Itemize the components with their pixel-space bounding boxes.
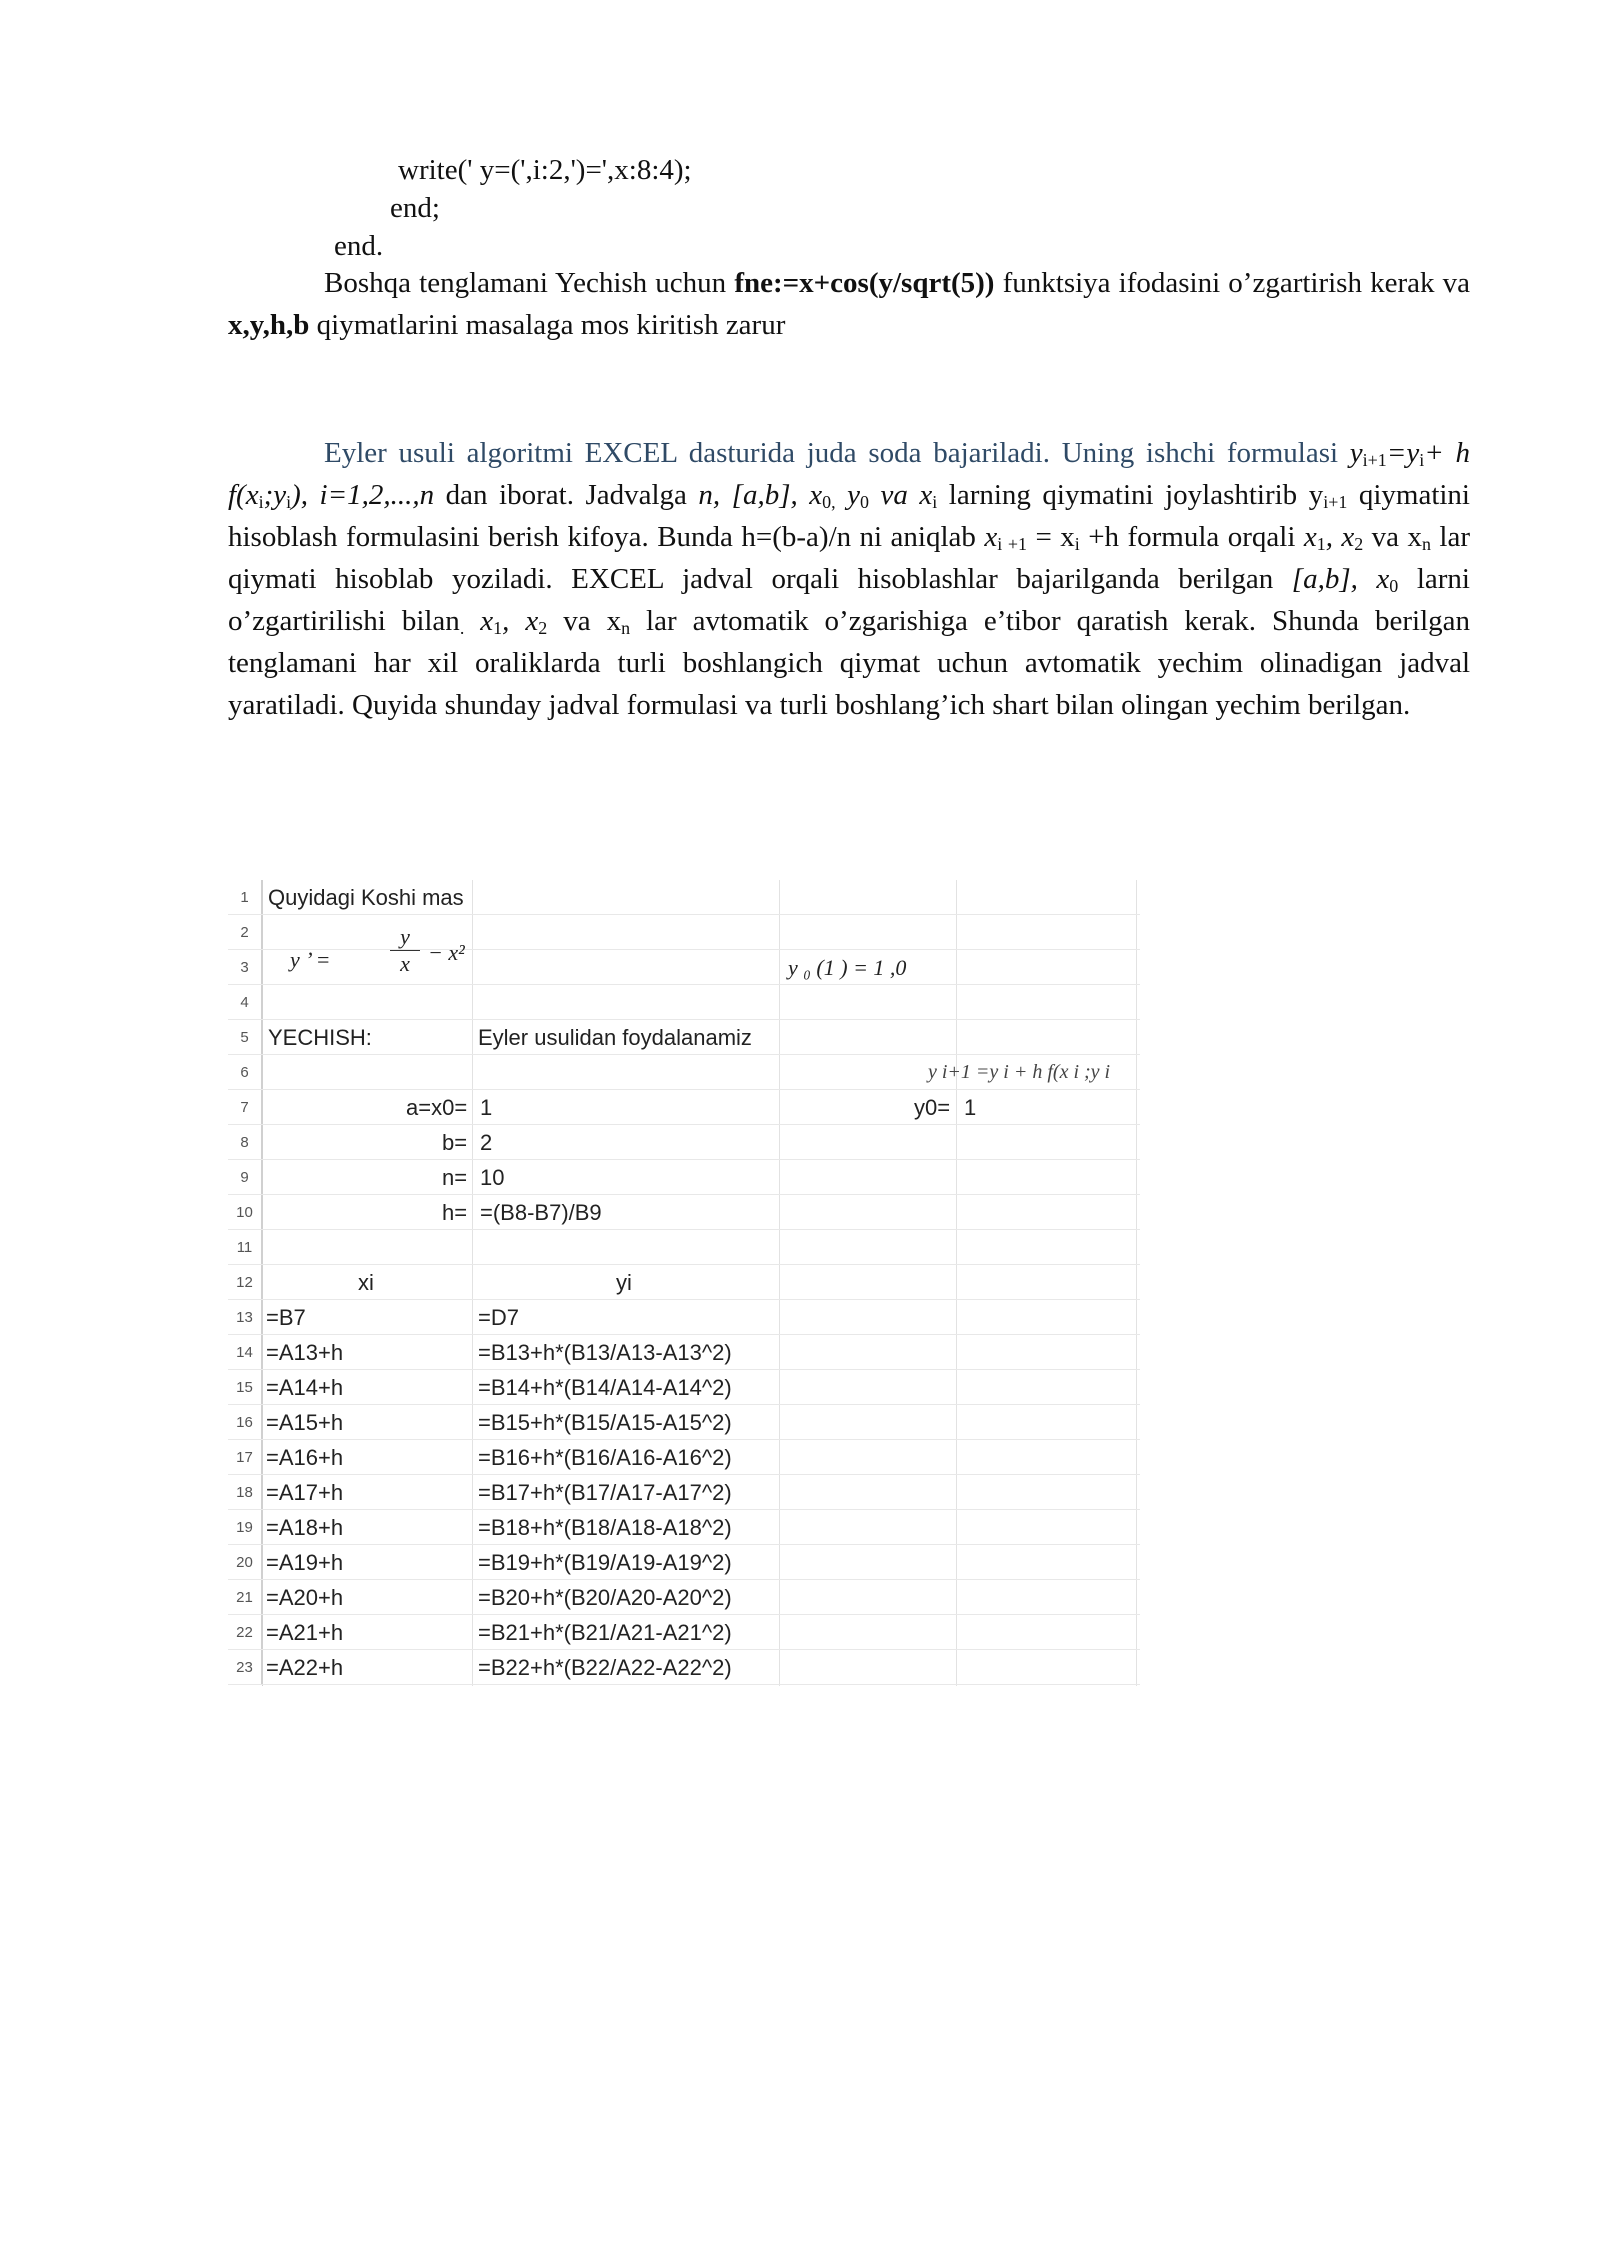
xi-formula-cell: =B7 — [266, 1305, 306, 1330]
row-number: 1 — [228, 880, 262, 915]
yi-formula-cell: =B17+h*(B17/A17-A17^2) — [478, 1480, 732, 1505]
row-number: 7 — [228, 1090, 262, 1125]
row-number: 15 — [228, 1370, 262, 1405]
column-header-xi: xi — [358, 1270, 374, 1295]
equation-denominator: x — [400, 951, 410, 976]
xi-formula-cell: =A22+h — [266, 1655, 344, 1680]
xi-formula-cell: =A16+h — [266, 1445, 344, 1470]
xi-formula-cell: =A19+h — [266, 1550, 344, 1575]
row-number: 5 — [228, 1020, 262, 1055]
b-label: b= — [442, 1130, 468, 1155]
yi-formula-cell: =D7 — [478, 1305, 519, 1330]
row-number: 10 — [228, 1195, 262, 1230]
row-number: 18 — [228, 1475, 262, 1510]
equation-fraction — [390, 924, 420, 977]
row-number: 23 — [228, 1650, 262, 1685]
n-label: n= — [442, 1165, 468, 1190]
yi-formula-cell: =B13+h*(B13/A13-A13^2) — [478, 1340, 732, 1365]
yi-formula-cell: =B20+h*(B20/A20-A20^2) — [478, 1585, 732, 1610]
n-value: 10 — [480, 1165, 505, 1190]
row-number: 4 — [228, 985, 262, 1020]
yi-formula-cell: =B16+h*(B16/A16-A16^2) — [478, 1445, 732, 1470]
para2-body: $y_{i+1}=y_i+ h$ $f(x_i;y_i)$, i=1,2,...,n dan iborat. Jadvalga n, [a,b], $x_{0,}$ $y_0$ va $x_i$ larning qiymatini joylashtirib $y_{i+1}$ qiymatini hisoblash formulasini berish kifoya. Bunda h=(b-a)/n ni aniqlab $x_{i +1} = x_i +h$ formula orqali $x_1$, $x_2$ va $x_n$ lar qiymati hisoblab yoziladi. EXCEL jadval orqali hisoblashlar bajarilganda berilgan [a,b], $x_0$ larni o’zgartirilishi bilan$_.$ $x_1$, $x_2$ va $x_n$ lar avtomatik o’zgarishiga e’tibor qaratish kerak. Shunda berilgan tenglamani har xil oraliklarda turli boshlangich qiymat uchun avtomatik yechim olinadigan jadval yaratiladi. Quyida shunday jadval formulasi va turli boshlang’ich shart bilan olingan yechim berilgan. — [228, 437, 1471, 721]
row-number: 16 — [228, 1405, 262, 1440]
para2-intro: Eyler usuli algoritmi EXCEL dasturida juda soda bajariladi. Uning ishchi formulasi — [324, 437, 1339, 469]
row-number: 6 — [228, 1055, 262, 1090]
sheet-row — [228, 1160, 1140, 1195]
equation-rhs: − x² — [428, 940, 465, 965]
para1-text-1: Boshqa tenglamani Yechish uchun — [324, 267, 735, 299]
equation-numerator: y — [390, 924, 420, 951]
yi-formula-cell: =B22+h*(B22/A22-A22^2) — [478, 1655, 732, 1680]
row-number: 11 — [228, 1230, 262, 1265]
a-label: a=x0= — [406, 1095, 468, 1120]
para1-function-bold: fne:=x+cos(y/sqrt(5)) — [734, 267, 995, 299]
para1-vars-bold: x,y,h,b — [228, 309, 310, 341]
row-number: 17 — [228, 1440, 262, 1475]
code-line-write: write(' y=(',i:2,')=',x:8:4); — [398, 154, 692, 186]
h-formula: =(B8-B7)/B9 — [480, 1200, 602, 1225]
row-number: 12 — [228, 1265, 262, 1300]
row-number: 3 — [228, 950, 262, 985]
yi-formula-cell: =B19+h*(B19/A19-A19^2) — [478, 1550, 732, 1575]
paragraph-euler-excel — [228, 432, 1470, 726]
xi-formula-cell: =A18+h — [266, 1515, 344, 1540]
yechish-label: YECHISH: — [268, 1025, 372, 1050]
row-number: 21 — [228, 1580, 262, 1615]
code-line-end: end; — [390, 192, 440, 224]
yi-formula-cell: =B15+h*(B15/A15-A15^2) — [478, 1410, 732, 1435]
sheet-row — [228, 1090, 1140, 1125]
row-number: 2 — [228, 915, 262, 950]
xi-formula-cell: =A14+h — [266, 1375, 344, 1400]
row-number: 13 — [228, 1300, 262, 1335]
sheet-row — [228, 1125, 1140, 1160]
sheet-row — [228, 1195, 1140, 1230]
sheet-row — [228, 985, 1140, 1020]
xi-formula-cell: =A17+h — [266, 1480, 344, 1505]
y0-label: y0= — [914, 1095, 951, 1120]
b-value: 2 — [480, 1130, 493, 1155]
column-header-yi: yi — [616, 1270, 632, 1295]
yi-formula-cell: =B18+h*(B18/A18-A18^2) — [478, 1515, 732, 1540]
xi-formula-cell: =A20+h — [266, 1585, 344, 1610]
paragraph-change-function — [228, 262, 1470, 346]
h-label: h= — [442, 1200, 468, 1225]
sheet-row — [228, 1300, 1140, 1335]
sheet-title: Quyidagi Koshi mas — [268, 885, 464, 910]
para1-text-3: qiymatlarini masalaga mos kiritish zarur — [309, 309, 786, 341]
sheet-row — [228, 1230, 1140, 1265]
yi-formula-cell: =B14+h*(B14/A14-A14^2) — [478, 1375, 732, 1400]
row-number: 19 — [228, 1510, 262, 1545]
row-number: 9 — [228, 1160, 262, 1195]
yi-formula-cell: =B21+h*(B21/A21-A21^2) — [478, 1620, 732, 1645]
row-number: 14 — [228, 1335, 262, 1370]
sheet-row — [228, 915, 1140, 950]
row-number: 22 — [228, 1615, 262, 1650]
para1-text-2: funktsiya ifodasini o’zgartirish kerak va — [994, 267, 1471, 299]
xi-formula-cell: =A15+h — [266, 1410, 344, 1435]
row-number: 8 — [228, 1125, 262, 1160]
y0-value: 1 — [964, 1095, 977, 1120]
equation-lhs: y ’ = — [290, 947, 331, 972]
initial-condition: y ₀ (1 ) = 1 ,0 — [788, 955, 907, 980]
sheet-row — [228, 950, 1140, 985]
euler-formula: y i+1 =y i + h f(x i ;y i — [928, 1061, 1111, 1083]
xi-formula-cell: =A21+h — [266, 1620, 344, 1645]
eyler-label: Eyler usulidan foydalanamiz — [478, 1025, 752, 1050]
a-value: 1 — [480, 1095, 493, 1120]
code-line-end-final: end. — [334, 230, 384, 262]
xi-formula-cell: =A13+h — [266, 1340, 344, 1365]
row-number: 20 — [228, 1545, 262, 1580]
